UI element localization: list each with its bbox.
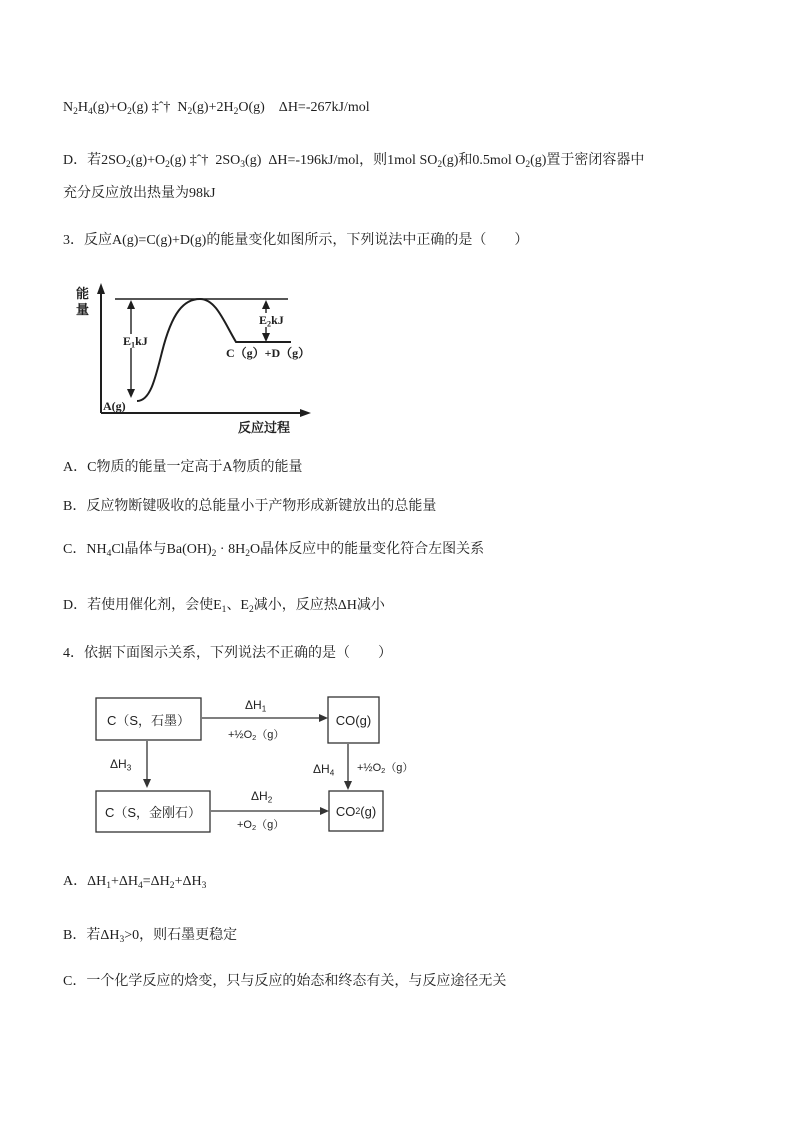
subscript: 2: [525, 159, 531, 170]
text-run: ΔH: [313, 762, 330, 776]
delta-h4-label: [313, 763, 334, 776]
text-run: +O: [237, 819, 252, 831]
co-label: [328, 697, 379, 743]
text-run: 4．依据下面图示关系，下列说法不正确的是（ ）: [63, 646, 392, 661]
e1-label: [122, 334, 149, 348]
e1-arrowhead-bottom: [127, 389, 135, 398]
text-run: kJ: [271, 313, 284, 327]
e2-arrowhead-bottom: [262, 333, 270, 342]
e2-arrowhead-top: [262, 300, 270, 309]
text-run: D．若使用催化剂，会使E: [63, 598, 222, 613]
text-run: B．反应物断键吸收的总能量小于产物形成新键放出的总能量: [63, 499, 437, 514]
q4-stem: [63, 645, 392, 663]
text-run: >0，则石墨更稳定: [124, 928, 238, 943]
text-run: (g)+O: [92, 100, 128, 115]
text-run: A．ΔH: [63, 874, 107, 889]
x-axis-arrowhead: [300, 409, 311, 417]
text-run: (g)+O: [130, 153, 166, 168]
text-run: (g) ‡ˆ† 2SO: [169, 153, 241, 168]
subscript: 2: [437, 159, 443, 170]
text-run: CO: [335, 803, 356, 819]
text-run: (g) ‡ˆ† N: [131, 100, 188, 115]
subscript: 2: [245, 548, 250, 559]
text-run: ΔH: [110, 757, 127, 771]
text-run: 、E: [226, 598, 249, 613]
arrowhead-co-to-co2: [344, 781, 352, 790]
subscript: 2: [165, 159, 170, 170]
q3-option-d: [63, 597, 385, 615]
text-run: C．NH: [63, 542, 107, 557]
subscript: 2: [187, 106, 193, 117]
arrowhead-diamond-to-co2: [320, 807, 329, 815]
delta-h2-label: [251, 790, 272, 803]
text-run: E: [259, 313, 268, 327]
text-run: （g）: [256, 729, 285, 741]
text-run: N: [63, 100, 74, 115]
delta-h1-label: [245, 699, 266, 712]
e1-arrowhead-top: [127, 300, 135, 309]
text-run: (g) ΔH=-196kJ/mol，则1mol SO: [245, 153, 438, 168]
subscript: 4: [138, 880, 143, 891]
subscript: 2: [267, 795, 273, 805]
q2-equation-line: [63, 99, 370, 117]
subscript: 2: [381, 766, 386, 776]
y-axis-label: 能量: [76, 286, 90, 317]
text-run: +½O: [228, 729, 253, 741]
subscript: 2: [169, 880, 175, 891]
q4-option-b: [63, 927, 237, 945]
text-run: CO(g): [335, 712, 372, 728]
text-run: (g): [360, 803, 377, 819]
e2-label: [258, 313, 285, 327]
subscript: 1: [131, 340, 136, 350]
q2-option-d: [63, 152, 644, 170]
text-run: H: [77, 100, 89, 115]
text-run: 减小，反应热ΔH减小: [253, 598, 385, 613]
subscript: 3: [126, 763, 132, 773]
text-run: · 8H: [216, 542, 246, 557]
product-label: C（g）+D（g）: [226, 346, 311, 360]
subscript: 2: [267, 319, 272, 329]
q4-option-c: [63, 973, 506, 991]
text-run: A．C物质的能量一定高于A物质的能量: [63, 460, 303, 475]
text-run: B．若ΔH: [63, 928, 120, 943]
text-run: (g)+2H: [192, 100, 234, 115]
q3-option-b: [63, 498, 436, 516]
text-run: (g)置于密闭容器中: [530, 153, 645, 168]
text-run: +ΔH: [174, 874, 202, 889]
subscript: 2: [126, 159, 131, 170]
text-run: C（S，金刚石）: [104, 805, 202, 820]
text-run: +ΔH: [111, 874, 139, 889]
arrowhead-graphite-to-diamond: [143, 779, 151, 788]
subscript: 2: [73, 106, 78, 117]
subscript: 3: [119, 934, 125, 945]
subscript: 1: [261, 704, 267, 714]
q4-option-a: [63, 873, 206, 891]
text-run: C．一个化学反应的焓变，只与反应的始态和终态有关，与反应途径无关: [63, 974, 507, 989]
diamond-label: [96, 791, 210, 832]
subscript: 1: [106, 880, 111, 891]
co2-label: CO 2 (g): [335, 803, 377, 819]
graphite-label: [96, 698, 201, 740]
o2-bottom-label: [237, 819, 284, 832]
subscript: 3: [240, 159, 246, 170]
subscript: 3: [201, 880, 207, 891]
text-run: =ΔH: [142, 874, 170, 889]
q2-option-d-continued: [63, 185, 215, 203]
delta-h3-label: [110, 758, 131, 771]
text-run: kJ: [135, 334, 148, 348]
text-run: O(g) ΔH=-267kJ/mol: [238, 100, 370, 115]
subscript: 1: [221, 604, 227, 615]
text-run: （g）: [385, 762, 414, 774]
text-run: （g）: [256, 819, 285, 831]
text-run: 3．反应A(g)=C(g)+D(g)的能量变化如图所示，下列说法中正确的是（ ）: [63, 233, 529, 248]
text-run: ΔH: [245, 698, 262, 712]
text-run: 充分反应放出热量为98kJ: [63, 186, 216, 201]
text-run: O晶体反应中的能量变化符合左图关系: [249, 542, 485, 557]
half-o2-top-label: [228, 729, 284, 742]
text-run: +½O: [357, 762, 382, 774]
text-run: D．若2SO: [63, 153, 127, 168]
q3-option-a: [63, 459, 303, 477]
q3-option-c: [63, 541, 484, 559]
subscript: 2: [252, 733, 257, 743]
x-axis-label: 反应过程: [238, 420, 291, 435]
subscript: 2: [233, 106, 239, 117]
text-run: ΔH: [251, 789, 268, 803]
text-run: C（S，石墨）: [106, 712, 191, 728]
reactant-label: A(g): [103, 399, 126, 413]
text-run: E: [123, 334, 132, 348]
text-run: (g)和0.5mol O: [442, 153, 526, 168]
arrowhead-graphite-to-co: [319, 714, 328, 722]
y-axis-arrowhead: [97, 283, 105, 294]
subscript: 4: [88, 106, 93, 117]
subscript: 2: [127, 106, 132, 117]
subscript: 4: [329, 768, 335, 778]
subscript: 2: [249, 604, 254, 615]
subscript: 2: [251, 823, 257, 833]
text-run: Cl晶体与Ba(OH): [111, 542, 212, 557]
subscript: 4: [106, 548, 112, 559]
half-o2-right-label: [357, 762, 413, 775]
subscript: 2: [211, 548, 217, 559]
q3-stem: [63, 232, 528, 250]
